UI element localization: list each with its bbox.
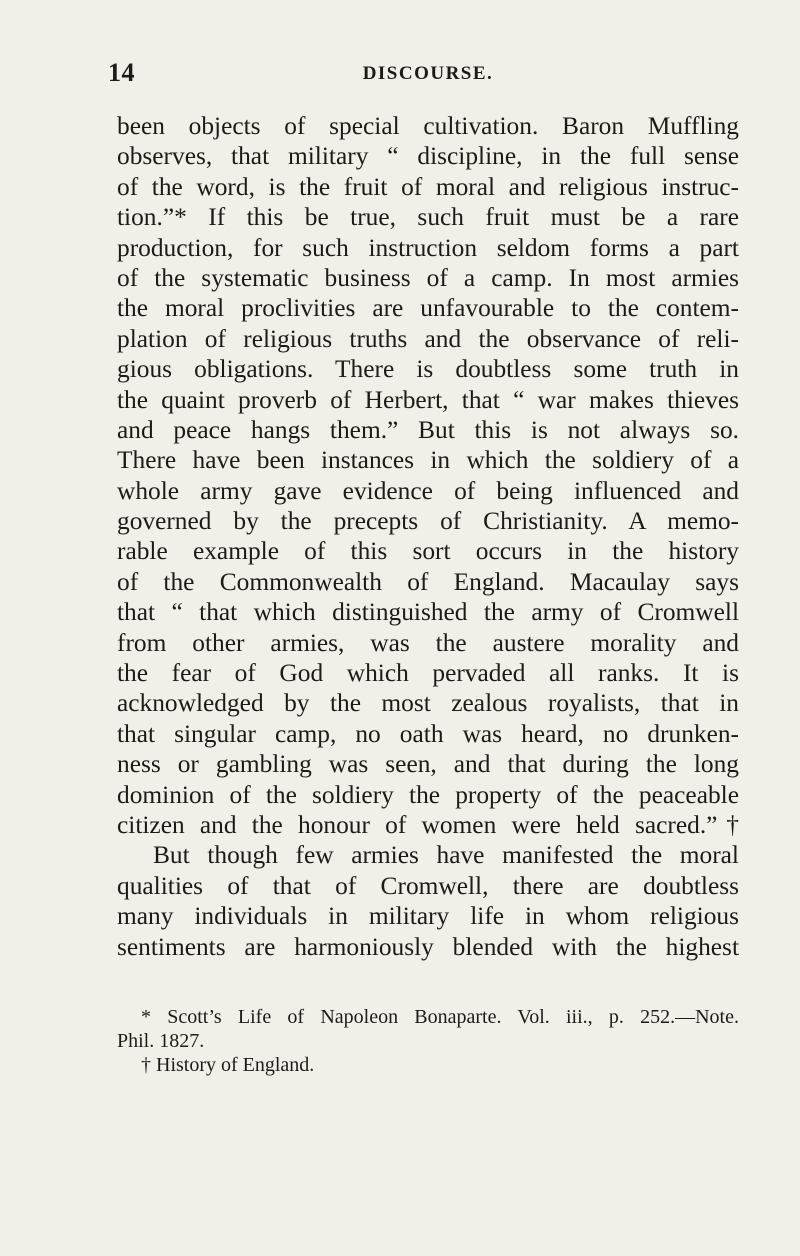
text-line: observes, that military “ discipline, in the full sense	[117, 142, 739, 171]
running-title: DISCOURSE.	[362, 63, 494, 84]
text-line: been objects of special cultivation. Baron Muffling	[117, 112, 739, 140]
text-line: that singular camp, no oath was heard, no drunken-	[117, 719, 739, 748]
paragraph-start-line: But though few armies have manifested the moral	[153, 841, 739, 870]
text-line: of the systematic business of a camp. In most armies	[117, 263, 739, 292]
footnotes	[117, 1005, 739, 1077]
text-line: production, for such instruction seldom forms a part	[117, 233, 739, 262]
running-head	[108, 58, 748, 88]
text-line: plation of religious truths and the observance of reli-	[117, 324, 739, 353]
body-text	[117, 111, 739, 962]
text-line: and peace hangs them.” But this is not always so.	[117, 415, 739, 444]
text-line: from other armies, was the austere morality and	[117, 628, 739, 657]
footnote-1: * Scott’s Life of Napoleon Bonaparte. Vol. iii., p. 252.—Note.	[141, 1006, 739, 1028]
text-line: whole army gave evidence of being influenced and	[117, 476, 739, 505]
text-line: sentiments are harmoniously blended with the highest	[117, 932, 739, 961]
text-line: qualities of that of Cromwell, there are doubtless	[117, 871, 739, 900]
text-line: the fear of God which pervaded all ranks. It is	[117, 659, 739, 688]
text-line: the moral proclivities are unfavourable to the contem-	[117, 294, 739, 323]
text-line: of the Commonwealth of England. Macaulay says	[117, 567, 739, 596]
text-line: of the word, is the fruit of moral and religious instruc-	[117, 172, 739, 201]
text-line: tion.”* If this be true, such fruit must be a rare	[117, 203, 739, 232]
footnote-1-continued: Phil. 1827.	[117, 1030, 205, 1052]
text-line: ness or gambling was seen, and that during the long	[117, 750, 739, 779]
text-line: governed by the precepts of Christianity. A memo-	[117, 507, 739, 536]
text-line: the quaint proverb of Herbert, that “ war makes thieves	[117, 385, 739, 414]
page-number: 14	[108, 58, 135, 87]
text-line: citizen and the honour of women were held sacred.”†	[117, 810, 739, 839]
text-line: rable example of this sort occurs in the history	[117, 537, 739, 566]
text-line: There have been instances in which the soldiery of a	[117, 446, 739, 475]
text-line: acknowledged by the most zealous royalists, that in	[117, 689, 739, 718]
text-line: dominion of the soldiery the property of the peaceable	[117, 780, 739, 809]
text-line: many individuals in military life in whom religious	[117, 902, 739, 931]
footnote-2: † History of England.	[141, 1054, 315, 1076]
text-line: gious obligations. There is doubtless some truth in	[117, 355, 739, 384]
text-line: that “ that which distinguished the army of Cromwell	[117, 598, 739, 627]
